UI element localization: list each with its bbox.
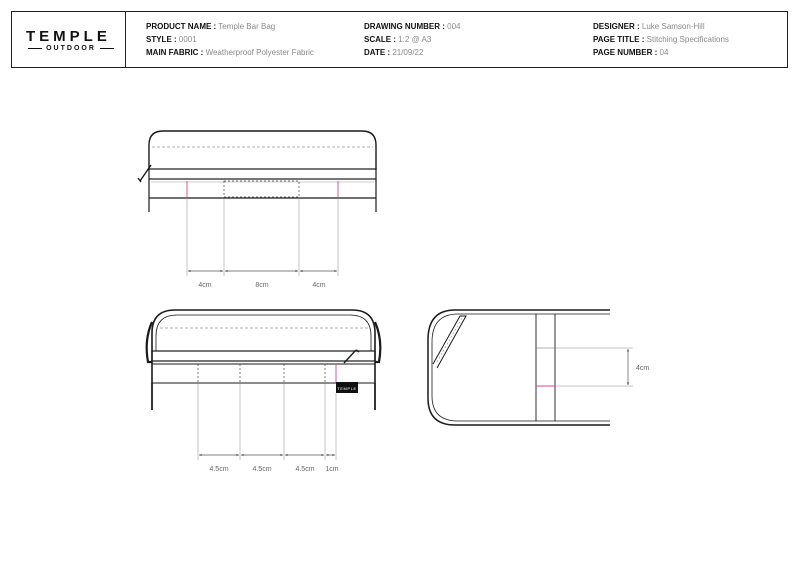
- field-label: PAGE NUMBER :: [593, 48, 658, 57]
- dimension-label: 4.5cm: [252, 466, 272, 473]
- top-view-stitch-box: [224, 181, 299, 197]
- field-value: 004: [447, 22, 461, 31]
- side-view-flap-stitch: [437, 318, 462, 362]
- field-label: STYLE :: [146, 35, 177, 44]
- front-view-zip-band: [152, 351, 375, 361]
- field-value: Temple Bar Bag: [218, 22, 276, 31]
- field-value: Luke Samson-Hill: [641, 22, 705, 31]
- drawing-top-view: [138, 131, 376, 289]
- dimension-label: 4cm: [198, 282, 212, 289]
- field-label: DATE :: [364, 48, 391, 57]
- drawing-front-view: [147, 310, 381, 473]
- dimension-label: 4cm: [312, 282, 326, 289]
- logo-wordmark: TEMPLE: [26, 28, 111, 45]
- logo-subtitle: OUTDOOR: [46, 45, 96, 52]
- dimension-label: 8cm: [255, 282, 269, 289]
- field-label: DESIGNER :: [593, 22, 640, 31]
- side-view-lid-flap: [433, 316, 466, 368]
- top-view-zip-band: [149, 169, 376, 179]
- side-view-outer-outline: [428, 310, 610, 425]
- dimension-label: 4.5cm: [209, 466, 229, 473]
- field-label: MAIN FABRIC :: [146, 48, 204, 57]
- drawing-side-view: [428, 310, 649, 425]
- field-label: DRAWING NUMBER :: [364, 22, 445, 31]
- front-view-inner-outline: [156, 315, 371, 351]
- dimension-label: 1cm: [325, 466, 339, 473]
- field-value: 0001: [178, 35, 197, 44]
- front-view-webbing: [152, 364, 375, 383]
- front-view-outer-outline: [152, 310, 375, 410]
- top-view-lid-outline: [149, 131, 376, 170]
- top-view-body: [149, 179, 376, 212]
- field-value: 1:2 @ A3: [398, 35, 432, 44]
- field-label: PAGE TITLE :: [593, 35, 645, 44]
- field-value: Weatherproof Polyester Fabric: [205, 48, 314, 57]
- dimension-label: 4.5cm: [295, 466, 315, 473]
- field-label: SCALE :: [364, 35, 396, 44]
- brand-label-text: TEMPLE: [337, 386, 357, 391]
- field-value: Stitching Specifications: [646, 35, 729, 44]
- field-label: PRODUCT NAME :: [146, 22, 217, 31]
- field-value: 04: [659, 48, 669, 57]
- dimension-label: 4cm: [636, 365, 650, 372]
- field-value: 21/09/22: [392, 48, 424, 57]
